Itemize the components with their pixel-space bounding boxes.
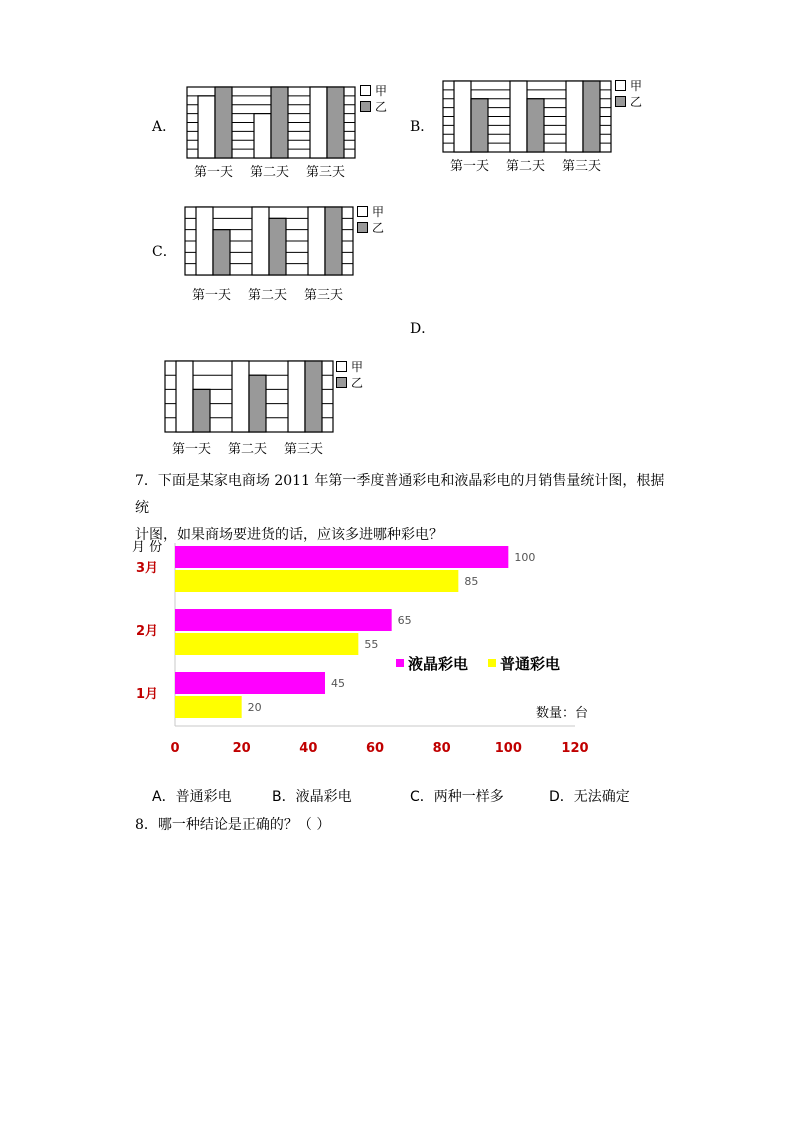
legend-label-yi: 乙: [372, 220, 385, 235]
legend-label-yi: 乙: [351, 375, 364, 390]
mini-bar-yi: [471, 99, 488, 152]
option-d-xlabels: [164, 438, 334, 456]
chart-ticks: [170, 741, 588, 756]
option-d-legend: [336, 358, 363, 390]
mini-bar-jia: [510, 81, 527, 152]
mini-bar-yi: [271, 87, 288, 158]
choice-a[interactable]: A．普通彩电: [152, 789, 232, 805]
x-tick-label: 120: [561, 741, 589, 756]
mini-bar-yi: [249, 375, 266, 432]
mini-bar-jia: [566, 81, 583, 152]
legend-label-jia: 甲: [630, 78, 643, 93]
mini-bar-jia: [310, 87, 327, 158]
mini-x-label: 第二天: [248, 288, 288, 303]
bar-value-label: 45: [331, 677, 345, 690]
mini-bar-jia: [176, 361, 193, 432]
x-tick-label: 80: [432, 741, 451, 756]
bar-value-label: 85: [464, 575, 479, 588]
option-b-xlabels: [442, 155, 612, 173]
bar-regular: [175, 570, 458, 592]
option-b-label: B．: [410, 119, 435, 135]
legend-label-yi: 乙: [630, 94, 643, 109]
option-d-label: D．: [410, 321, 436, 337]
legend-swatch: [488, 659, 496, 667]
mini-x-label: 第三天: [304, 288, 344, 303]
legend-swatch-yi: [336, 377, 347, 388]
mini-bar-jia: [254, 114, 271, 158]
question-7-choices: [152, 786, 652, 806]
legend-label-jia: 甲: [372, 204, 385, 219]
mini-bar-yi: [325, 207, 342, 275]
chart-category-labels: [136, 561, 158, 702]
x-tick-label: 100: [494, 741, 522, 756]
question-7-line1: 7．下面是某家电商场 2011 年第一季度普通彩电和液晶彩电的月销售量统计图，根据统: [135, 473, 665, 516]
bar-value-label: 100: [514, 551, 536, 564]
option-a-legend: [360, 82, 387, 114]
legend-swatch-jia: [336, 361, 347, 372]
mini-x-label: 第三天: [306, 165, 346, 180]
category-label: 2月: [136, 624, 159, 639]
option-b-legend: [615, 77, 642, 109]
mini-x-label: 第一天: [172, 442, 212, 457]
question-7-line2: 计图，如果商场要进货的话，应该多进哪种彩电？: [135, 527, 443, 543]
mini-bar-yi: [583, 81, 600, 152]
option-a-chart: [186, 86, 356, 159]
legend-label-yi: 乙: [375, 99, 388, 114]
mini-bar-yi: [305, 361, 322, 432]
legend-label: 液晶彩电: [408, 655, 469, 673]
option-c-xlabels: [184, 284, 354, 302]
option-d-chart: [164, 360, 334, 433]
mini-x-label: 第二天: [228, 442, 268, 457]
option-b-chart: [442, 80, 612, 153]
mini-bar-yi: [327, 87, 344, 158]
category-label: 3月: [136, 561, 159, 576]
choice-d[interactable]: D．无法确定: [549, 789, 630, 805]
chart-ylabel: 月 份: [132, 540, 163, 555]
mini-x-label: 第三天: [562, 159, 602, 174]
mini-x-label: 第二天: [506, 159, 546, 174]
mini-bar-yi: [213, 230, 230, 275]
legend-label-jia: 甲: [351, 359, 364, 374]
chart-legend: [396, 655, 560, 673]
mini-bar-jia: [198, 96, 215, 158]
bar-lcd: [175, 609, 392, 631]
mini-bar-jia: [232, 361, 249, 432]
chart-xlabel: 数量：台: [536, 706, 589, 721]
category-label: 1月: [136, 687, 159, 702]
mini-x-label: 第一天: [450, 159, 490, 174]
choice-c[interactable]: C．两种一样多: [410, 789, 504, 805]
mini-bar-jia: [454, 81, 471, 152]
bar-lcd: [175, 546, 508, 568]
option-c-legend: [357, 203, 384, 235]
option-c-chart: [184, 206, 354, 276]
x-tick-label: 40: [299, 741, 318, 756]
mini-bar-yi: [527, 99, 544, 152]
legend-swatch: [396, 659, 404, 667]
x-tick-label: 0: [170, 741, 180, 756]
mini-x-label: 第一天: [194, 165, 234, 180]
bar-value-label: 55: [364, 638, 379, 651]
mini-bar-jia: [288, 361, 305, 432]
legend-swatch-jia: [615, 80, 626, 91]
bar-regular: [175, 696, 242, 718]
x-tick-label: 60: [365, 741, 385, 756]
bar-value-label: 65: [397, 614, 412, 627]
bar-lcd: [175, 672, 325, 694]
chart-bars: [175, 546, 535, 718]
mini-x-label: 第一天: [192, 288, 232, 303]
legend-swatch-jia: [360, 85, 371, 96]
sales-bar-chart: [120, 535, 620, 765]
legend-swatch-yi: [360, 101, 371, 112]
legend-label: 普通彩电: [500, 655, 561, 673]
mini-x-label: 第三天: [284, 442, 324, 457]
question-8: 8．哪一种结论是正确的？（ ）: [135, 817, 331, 833]
x-tick-label: 20: [232, 741, 251, 756]
option-c-label: C．: [152, 244, 177, 260]
legend-swatch-yi: [357, 222, 368, 233]
option-a-xlabels: [186, 161, 356, 179]
mini-bar-yi: [215, 87, 232, 158]
bar-regular: [175, 633, 358, 655]
mini-x-label: 第二天: [250, 165, 290, 180]
mini-bar-yi: [193, 389, 210, 432]
mini-bar-yi: [269, 218, 286, 275]
mini-bar-jia: [252, 207, 269, 275]
mini-bar-jia: [308, 207, 325, 275]
bar-value-label: 20: [247, 701, 262, 714]
legend-swatch-jia: [357, 206, 368, 217]
choice-b[interactable]: B．液晶彩电: [272, 789, 352, 805]
legend-label-jia: 甲: [375, 83, 388, 98]
option-a-label: A．: [152, 119, 177, 135]
legend-swatch-yi: [615, 96, 626, 107]
mini-bar-jia: [196, 207, 213, 275]
